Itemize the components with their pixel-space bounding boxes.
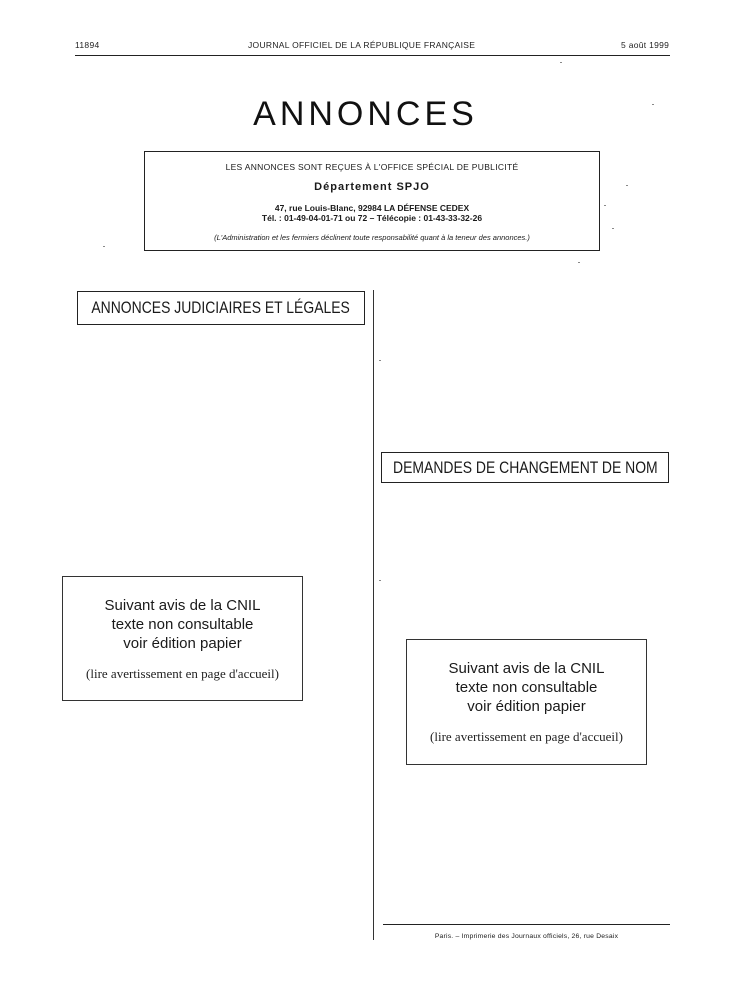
- header-rule: [75, 55, 670, 56]
- scan-speck: [604, 205, 606, 206]
- scan-speck: [560, 62, 562, 63]
- issue-date: 5 août 1999: [621, 40, 670, 50]
- section-heading-name-change-label: DEMANDES DE CHANGEMENT DE NOM: [392, 457, 658, 477]
- scan-speck: [626, 185, 628, 186]
- scan-speck: [379, 360, 381, 361]
- footer-rule: [383, 924, 670, 925]
- scan-speck: [612, 228, 614, 229]
- cnil-left-line1: Suivant avis de la CNIL: [104, 597, 261, 614]
- page-title: ANNONCES: [253, 95, 478, 133]
- cnil-right-note: (lire avertissement en page d'accueil): [430, 729, 623, 744]
- notice-department: Département SPJO: [314, 181, 430, 193]
- publicity-notice-box: [144, 151, 600, 251]
- scan-speck: [103, 246, 105, 247]
- cnil-left-line3: voir édition papier: [123, 635, 242, 652]
- cnil-notice-left: [62, 576, 303, 701]
- section-heading-name-change: [381, 452, 669, 483]
- notice-address: 47, rue Louis-Blanc, 92984 LA DÉFENSE CEDEX: [274, 203, 470, 213]
- scan-speck: [379, 580, 381, 581]
- journal-title: JOURNAL OFFICIEL DE LA RÉPUBLIQUE FRANÇAISE: [248, 40, 476, 50]
- section-heading-judicial: [77, 291, 365, 325]
- cnil-right-line2: texte non consultable: [455, 679, 598, 696]
- notice-disclaimer: (L'Administration et les fermiers déclinent toute responsabilité quant à la teneur des annonces.): [214, 233, 530, 242]
- notice-intro: LES ANNONCES SONT REÇUES À L'OFFICE SPÉCIAL DE PUBLICITÉ: [225, 162, 519, 172]
- printer-footer: Paris. – Imprimerie des Journaux officiels, 26, rue Desaix: [434, 933, 619, 940]
- scan-speck: [652, 104, 654, 105]
- column-divider: [373, 290, 374, 940]
- cnil-right-line3: voir édition papier: [467, 698, 586, 715]
- notice-phone: Tél. : 01-49-04-01-71 ou 72 – Télécopie : 01-43-33-32-26: [261, 213, 483, 223]
- page-number: 11894: [75, 40, 100, 50]
- section-heading-judicial-label: ANNONCES JUDICIAIRES ET LÉGALES: [91, 298, 351, 317]
- cnil-notice-right: [406, 639, 647, 765]
- cnil-left-note: (lire avertissement en page d'accueil): [86, 666, 279, 681]
- cnil-left-line2: texte non consultable: [111, 616, 254, 633]
- scan-speck: [578, 262, 580, 263]
- cnil-right-line1: Suivant avis de la CNIL: [448, 660, 605, 677]
